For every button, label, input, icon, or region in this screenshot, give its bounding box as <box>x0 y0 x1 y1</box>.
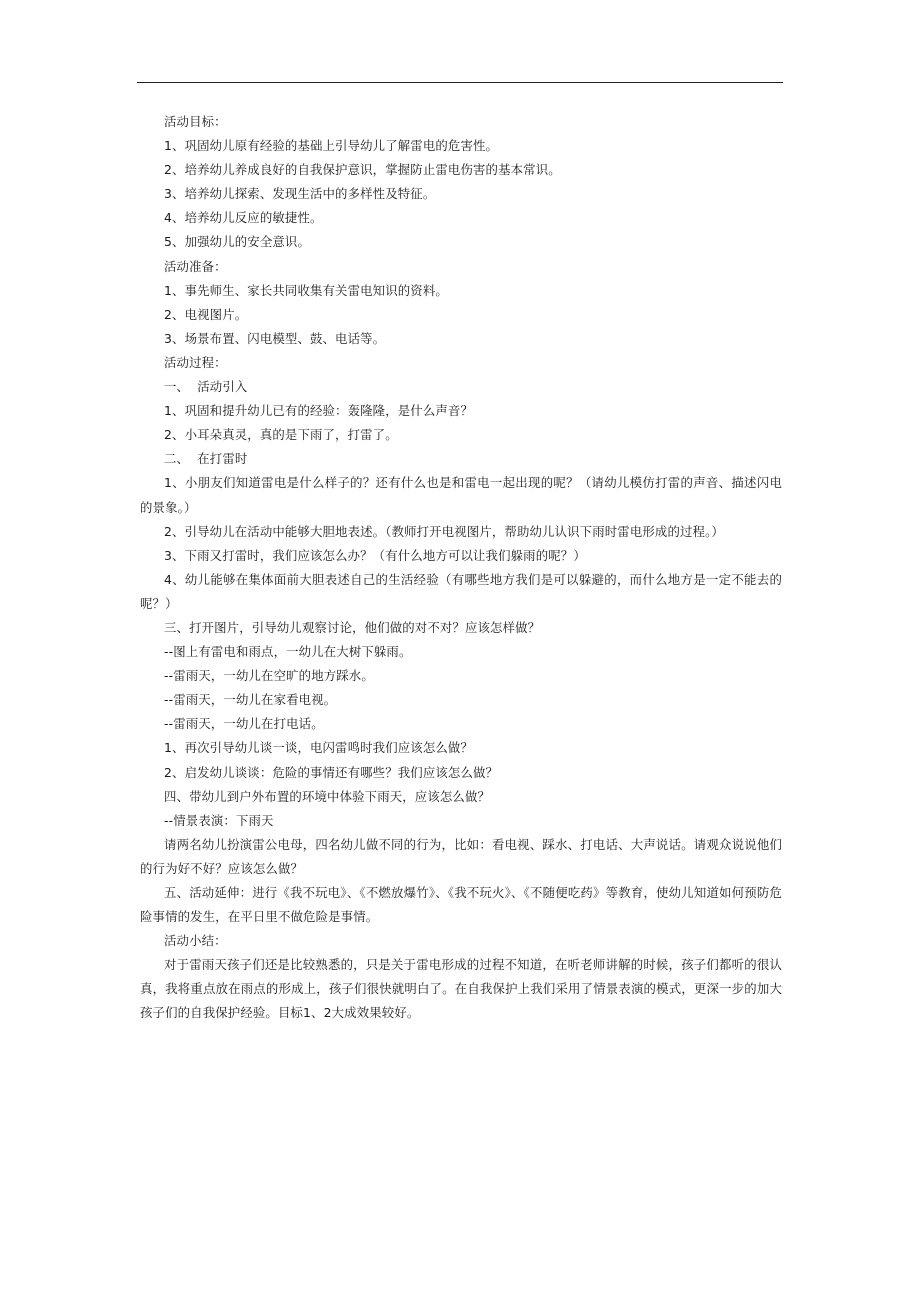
role-play-description: 请两名幼儿扮演雷公电母，四名幼儿做不同的行为，比如：看电视、踩水、打电话、大声说话。请观众说说他们的行为好不好？应该怎么做？ <box>140 836 782 876</box>
process-step-4-heading: 四、带幼儿到户外布置的环境中体验下雨天，应该怎么做？ <box>164 788 491 804</box>
header-rule <box>137 82 783 83</box>
process-step-3-heading: 三、打开图片，引导幼儿观察讨论，他们做的对不对？应该怎样做？ <box>164 619 541 635</box>
document-body <box>140 110 782 1026</box>
process-step-2-item-3: 3、下雨又打雷时，我们应该怎么办？（有什么地方可以让我们躲雨的呢？） <box>164 547 586 563</box>
process-step-1-heading: 一、 活动引入 <box>164 379 248 395</box>
goal-item-5: 5、加强幼儿的安全意识。 <box>164 234 310 250</box>
role-play-heading: --情景表演：下雨天 <box>164 812 274 828</box>
scene-item-2: --雷雨天，一幼儿在空旷的地方踩水。 <box>164 668 374 684</box>
process-step-2-item-1: 1、小朋友们知道雷电是什么样子的？还有什么也是和雷电一起出现的呢？（请幼儿模仿打雷的声音、描述闪电的景象。） <box>140 475 782 515</box>
process-step-1-item-1: 1、巩固和提升幼儿已有的经验：轰隆隆，是什么声音？ <box>164 403 474 419</box>
process-step-2-heading: 二、 在打雷时 <box>164 451 248 467</box>
process-step-2-item-4: 4、幼儿能够在集体面前大胆表述自己的生活经验（有哪些地方我们是可以躲避的，而什么地方是一定不能去的呢？） <box>140 571 782 611</box>
preparation-item-3: 3、场景布置、闪电模型、鼓、电话等。 <box>164 330 386 346</box>
preparation-item-2: 2、电视图片。 <box>164 306 248 322</box>
scene-item-4: --雷雨天，一幼儿在打电话。 <box>164 716 324 732</box>
scene-item-3: --雷雨天，一幼儿在家看电视。 <box>164 692 337 708</box>
section-heading-goals: 活动目标： <box>164 114 227 129</box>
section-heading-summary: 活动小结： <box>164 933 227 949</box>
process-step-3-item-1: 1、再次引导幼儿谈一谈，电闪雷鸣时我们应该怎么做？ <box>164 740 474 756</box>
scene-item-1: --图上有雷电和雨点，一幼儿在大树下躲雨。 <box>164 644 412 660</box>
goal-item-2: 2、培养幼儿养成良好的自我保护意识，掌握防止雷电伤害的基本常识。 <box>164 162 561 178</box>
section-heading-preparation: 活动准备： <box>164 258 227 274</box>
goal-item-1: 1、巩固幼儿原有经验的基础上引导幼儿了解雷电的危害性。 <box>164 138 499 154</box>
process-step-3-item-2: 2、启发幼儿谈谈：危险的事情还有哪些？我们应该怎么做？ <box>164 764 499 780</box>
preparation-item-1: 1、事先师生、家长共同收集有关雷电知识的资料。 <box>164 282 448 298</box>
summary-paragraph: 对于雷雨天孩子们还是比较熟悉的，只是关于雷电形成的过程不知道，在听老师讲解的时候，孩子们都听的很认真，我将重点放在雨点的形成上，孩子们很快就明白了。在自我保护上我们采用了情景表演的模式，更深一步的加大孩子们的自我保护经验。目标1、2大成效果较好。 <box>140 957 782 1021</box>
process-step-1-item-2: 2、小耳朵真灵，真的是下雨了，打雷了。 <box>164 427 398 443</box>
process-step-2-item-2: 2、引导幼儿在活动中能够大胆地表述。（教师打开电视图片，帮助幼儿认识下雨时雷电形成的过程。） <box>164 523 724 539</box>
goal-item-3: 3、培养幼儿探索、发现生活中的多样性及特征。 <box>164 186 436 202</box>
process-step-5-extension: 五、活动延伸：进行《我不玩电》、《不燃放爆竹》、《我不玩火》、《不随便吃药》等教育，使幼儿知道如何预防危险事情的发生，在平日里不做危险是事情。 <box>140 885 782 925</box>
goal-item-4: 4、培养幼儿反应的敏捷性。 <box>164 210 323 226</box>
section-heading-process: 活动过程： <box>164 354 227 370</box>
